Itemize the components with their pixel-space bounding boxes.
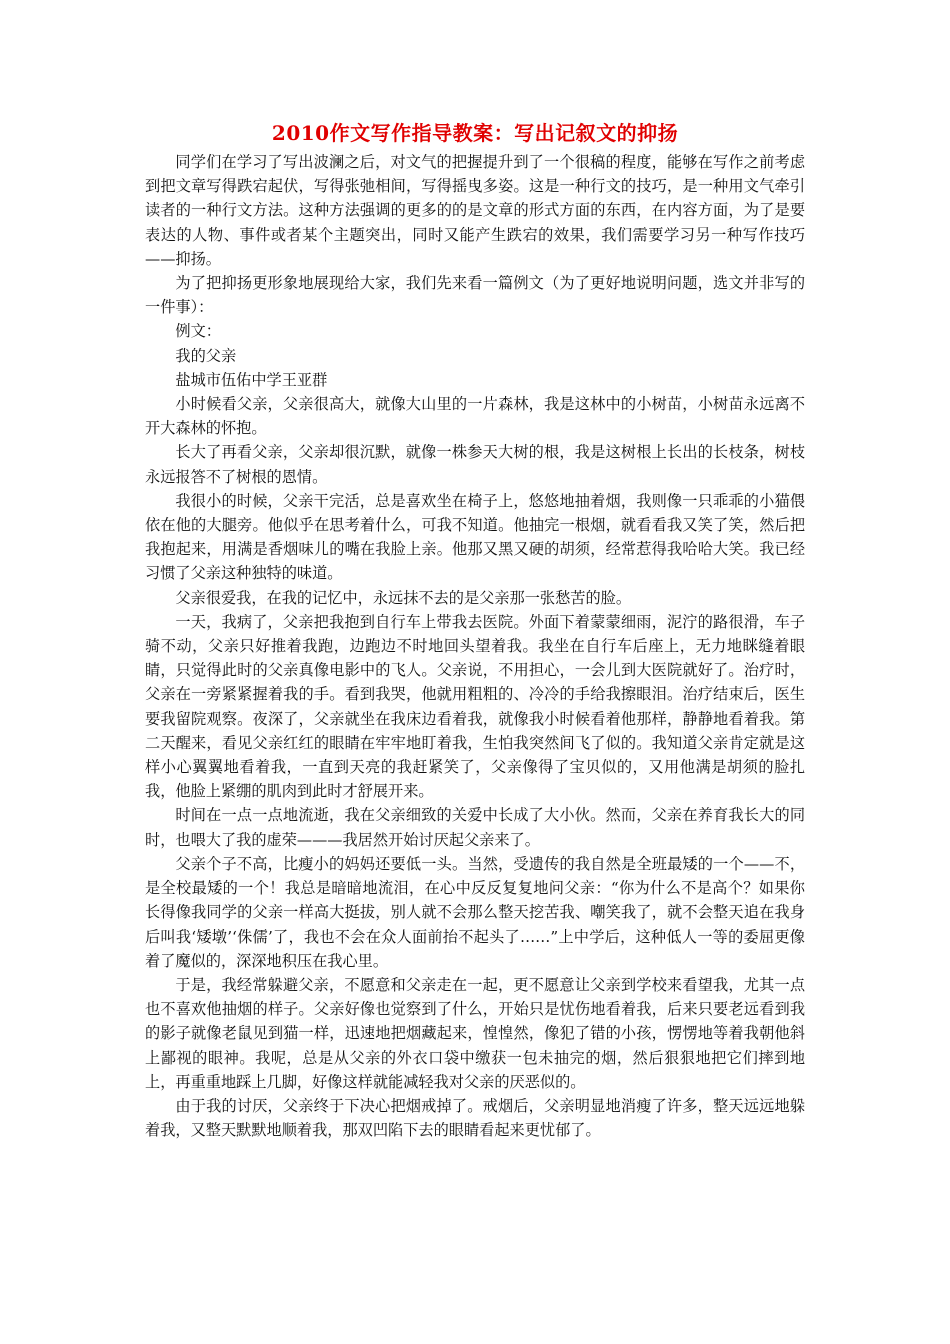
essay-paragraph: 于是，我经常躲避父亲，不愿意和父亲走在一起，更不愿意让父亲到学校来看望我，尤其一点也不喜欢他抽烟的样子。父亲好像也觉察到了什么，开始只是忧伤地看着我，后来只要老远看到我的影子就像老鼠见到猫一样，迅速地把烟藏起来，惶惶然，像犯了错的小孩，愣愣地等着我朝他斜上鄙视的眼神。我呢，总是从父亲的外衣口袋中缴获一包未抽完的烟，然后狠狠地把它们摔到地上，再重重地踩上几脚，好像这样就能减轻我对父亲的厌恶似的。 <box>145 975 805 1091</box>
intro-paragraph: 为了把抑扬更形象地展现给大家，我们先来看一篇例文（为了更好地说明问题，选文并非写的一件事）： <box>145 274 805 317</box>
essay-author: 盐城市伍佑中学王亚群 <box>175 370 328 389</box>
essay-paragraph: 长大了再看父亲，父亲却很沉默，就像一株参天大树的根，我是这树根上长出的长枝条，树枝永远报答不了树根的恩情。 <box>145 443 805 486</box>
essay-paragraph: 父亲个子不高，比瘦小的妈妈还要低一头。当然，受遗传的我自然是全班最矮的一个——不，是全校最矮的一个！我总是暗暗地流泪，在心中反反复复地问父亲：“你为什么不是高个？如果你长得像我同学的父亲一样高大挺拔，别人就不会那么整天挖苦我、嘲笑我了，就不会整天追在我身后叫我‘矮墩’‘侏儒’了，我也不会在众人面前抬不起头了……”上中学后，这种低人一等的委屈更像着了魔似的，深深地积压在我心里。 <box>145 854 805 970</box>
essay-paragraph: 由于我的讨厌，父亲终于下决心把烟戒掉了。戒烟后，父亲明显地消瘦了许多，整天远远地躲着我，又整天默默地顺着我，那双凹陷下去的眼睛看起来更忧郁了。 <box>145 1096 805 1140</box>
intro-paragraph: 同学们在学习了写出波澜之后，对文气的把握提升到了一个很稿的程度，能够在写作之前考虑到把文章写得跌宕起伏，写得张弛相间，写得摇曳多姿。这是一种行文的技巧，是一种用文气牵引读者的一种行文方法。这种方法强调的更多的的是文章的形式方面的东西，在内容方面，为了是要表达的人物、事件或者某个主题突出，同时又能产生跌宕的效果，我们需要学习另一种写作技巧——抑扬。 <box>145 153 805 268</box>
document-title: 2010作文写作指导教案：写出记叙文的抑扬 <box>271 121 679 145</box>
essay-paragraph: 时间在一点一点地流逝，我在父亲细致的关爱中长成了大小伙。然而，父亲在养育我长大的同时，也喂大了我的虚荣———我居然开始讨厌起父亲来了。 <box>145 806 805 849</box>
document-page <box>145 118 805 1142</box>
essay-paragraph: 父亲很爱我，在我的记忆中，永远抹不去的是父亲那一张愁苦的脸。 <box>175 588 632 607</box>
essay-paragraph: 我很小的时候，父亲干完活，总是喜欢坐在椅子上，悠悠地抽着烟，我则像一只乖乖的小猫偎依在他的大腿旁。他似乎在思考着什么，可我不知道。他抽完一根烟，就看看我又笑了笑，然后把我抱起来，用满是香烟味儿的嘴在我脸上亲。他那又黑又硬的胡须，经常惹得我哈哈大笑。我已经习惯了父亲这种独特的味道。 <box>145 491 805 583</box>
essay-title: 我的父亲 <box>175 346 237 365</box>
essay-paragraph: 小时候看父亲，父亲很高大，就像大山里的一片森林，我是这林中的小树苗，小树苗永远离不开大森林的怀抱。 <box>145 395 805 438</box>
document-body <box>145 150 805 1142</box>
example-label: 例文： <box>175 322 221 341</box>
essay-paragraph: 一天，我病了，父亲把我抱到自行车上带我去医院。外面下着蒙蒙细雨，泥泞的路很滑，车子骑不动，父亲只好推着我跑，边跑边不时地回头望着我。我坐在自行车后座上，无力地眯缝着眼睛，只觉得此时的父亲真像电影中的飞人。父亲说，不用担心，一会儿到大医院就好了。治疗时，父亲在一旁紧紧握着我的手。看到我哭，他就用粗粗的、冷冷的手给我擦眼泪。治疗结束后，医生要我留院观察。夜深了，父亲就坐在我床边看着我，就像我小时候看着他那样，静静地看着我。第二天醒来，看见父亲红红的眼睛在牢牢地盯着我，生怕我突然间飞了似的。我知道父亲肯定就是这样小心翼翼地看着我，一直到天亮的我赶紧笑了，父亲像得了宝贝似的，又用他满是胡须的脸扎我，他脸上紧绷的肌肉到此时才舒展开来。 <box>145 612 805 801</box>
